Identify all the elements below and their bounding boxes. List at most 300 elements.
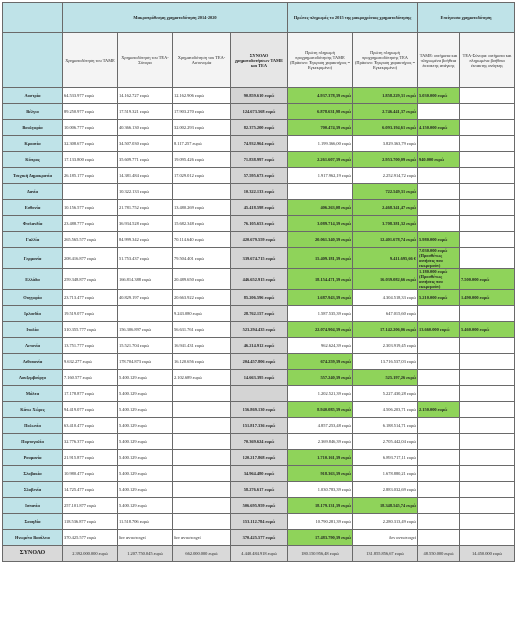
table-cell (231, 269, 288, 290)
table-cell (418, 306, 460, 322)
cell-value: 124.673.568 ευρώ (242, 109, 276, 114)
cell-value: 2.303.919,45 ευρώ (382, 343, 417, 348)
cell-value: 13.480.269 ευρώ (174, 205, 204, 210)
cell-value: 1.202.521,39 ευρώ (317, 391, 352, 396)
table-cell (118, 184, 173, 200)
table-cell (173, 498, 231, 514)
table-cell (63, 434, 118, 450)
table-cell (353, 184, 418, 200)
cell-value: 4.304.518,33 ευρώ (382, 295, 417, 300)
table-cell (63, 370, 118, 386)
cell-value: 3.089.714,39 ευρώ (317, 221, 352, 226)
country-name: Γερμανία (3, 248, 63, 269)
header-emergency-financing: Επείγουσα χρηματοδότηση (418, 3, 515, 33)
table-cell (173, 120, 231, 136)
cell-value: 1.199.366,00 ευρώ (317, 141, 352, 146)
table-cell (173, 168, 231, 184)
table-row (3, 418, 515, 434)
table-cell (118, 269, 173, 290)
table-cell (63, 216, 118, 232)
cell-value: 940.000 ευρώ (419, 157, 445, 162)
cell-value: 13.751.777 ευρώ (64, 343, 94, 348)
table-cell (418, 200, 460, 216)
cell-value: 76.105.653 ευρώ (243, 221, 275, 226)
table-cell (118, 232, 173, 248)
table-cell (288, 184, 353, 200)
total-cell: 662.000.000 ευρώ (173, 546, 231, 562)
table-cell (231, 482, 288, 498)
table-cell (231, 104, 288, 120)
country-name: Πολωνία (3, 418, 63, 434)
col-header: ΣΥΝΟΛΟ χρηματοδοτήσεων ΤΑΜΕ και ΤΕΑ (231, 33, 288, 88)
table-cell (63, 152, 118, 168)
table-cell (460, 466, 515, 482)
cell-value: 21.781.752 ευρώ (119, 205, 149, 210)
table-cell (118, 386, 173, 402)
total-cell: 180.150.956,48 ευρώ (288, 546, 353, 562)
cell-value: 5.400.129 ευρώ (119, 487, 147, 492)
cell-value: 2.883.032,69 ευρώ (382, 487, 417, 492)
cell-value: 1.587.535,39 ευρώ (317, 311, 352, 316)
table-cell (231, 402, 288, 418)
cell-value: 84.999.342 ευρώ (119, 237, 149, 242)
cell-value: 90.859.610 ευρώ (243, 93, 275, 98)
cell-value: 1.917.962,19 ευρώ (317, 173, 352, 178)
cell-value: 6.188.514,71 ευρώ (382, 423, 417, 428)
table-row (3, 104, 515, 120)
table-cell (418, 104, 460, 120)
table-cell (63, 290, 118, 306)
table-cell (231, 168, 288, 184)
cell-value: 10.322.133 ευρώ (119, 189, 149, 194)
table-cell (118, 402, 173, 418)
table-row (3, 120, 515, 136)
table-cell (173, 184, 231, 200)
table-cell (418, 482, 460, 498)
table-cell (288, 418, 353, 434)
cell-value: 120.217.868 ευρώ (242, 455, 276, 460)
cell-value: 6.878.631,98 ευρώ (317, 109, 352, 114)
cell-value: 1.858.229,31 ευρώ (382, 93, 417, 98)
table-cell (353, 248, 418, 269)
table-cell (460, 386, 515, 402)
table-cell (63, 120, 118, 136)
cell-value: 420.679.559 ευρώ (242, 237, 276, 242)
cell-value: 5.980.000 ευρώ (419, 237, 448, 242)
table-cell (118, 306, 173, 322)
cell-value: 204.457.806 ευρώ (242, 359, 276, 364)
cell-note: (Προσθέτως αιτήσεις που εκκρεμούν) (419, 253, 443, 268)
country-name: Φινλανδία (3, 216, 63, 232)
cell-value: 5.400.129 ευρώ (119, 503, 147, 508)
cell-value: 8.117.257 ευρώ (174, 141, 202, 146)
table-corner (3, 3, 63, 33)
table-cell (460, 152, 515, 168)
table-cell (353, 370, 418, 386)
table-cell (173, 290, 231, 306)
table-cell (418, 248, 460, 269)
table-cell (173, 482, 231, 498)
cell-value: δεν αντιστοιχεί (174, 535, 201, 540)
cell-value: 310.355.777 ευρώ (64, 327, 97, 332)
cell-value: 257.101.877 ευρώ (64, 503, 97, 508)
table-cell (460, 216, 515, 232)
country-name: Σλοβενία (3, 482, 63, 498)
table-cell (353, 136, 418, 152)
total-label: ΣΥΝΟΛΟ (3, 546, 63, 562)
table-cell (460, 482, 515, 498)
cell-value: 40.366.130 ευρώ (119, 125, 149, 130)
cell-value: 18.179.131,39 ευρώ (314, 503, 352, 508)
cell-value: 36.934.528 ευρώ (119, 221, 149, 226)
country-name: Τσεχική Δημοκρατία (3, 168, 63, 184)
cell-value: 17.519.321 ευρώ (119, 109, 149, 114)
cell-value: 1.180.000 ευρώ (419, 269, 448, 274)
table-cell (418, 338, 460, 354)
country-name: Ρουμανία (3, 450, 63, 466)
table-cell (418, 216, 460, 232)
cell-value: 5.400.129 ευρώ (119, 423, 147, 428)
table-cell (418, 232, 460, 248)
table-cell (418, 354, 460, 370)
table-cell (460, 434, 515, 450)
table-cell (418, 450, 460, 466)
table-cell (173, 216, 231, 232)
cell-value: 7.030.000 ευρώ (419, 248, 448, 253)
cell-value: 10.980.477 ευρώ (64, 471, 94, 476)
table-cell (460, 450, 515, 466)
table-cell (118, 434, 173, 450)
table-body (3, 88, 515, 562)
table-cell (353, 338, 418, 354)
table-cell (63, 418, 118, 434)
cell-value: 15.409.181,39 ευρώ (314, 255, 352, 261)
table-cell (288, 466, 353, 482)
table-cell (288, 450, 353, 466)
table-cell (118, 354, 173, 370)
country-name: Ηνωμένο Βασίλειο (3, 530, 63, 546)
table-cell (173, 136, 231, 152)
cell-value: 58.276.617 ευρώ (243, 487, 275, 492)
table-cell (288, 168, 353, 184)
cell-value: 19.519.077 ευρώ (64, 311, 94, 316)
col-header: Χρηματοδότηση του ΤΑΜΕ (63, 33, 118, 88)
table-cell (418, 290, 460, 306)
table-cell (288, 354, 353, 370)
table-row (3, 530, 515, 546)
col-header: Χρηματοδότηση του ΤΕΑ-Αστυνομία (173, 33, 231, 88)
table-row (3, 290, 515, 306)
table-cell (173, 269, 231, 290)
table-cell (118, 338, 173, 354)
cell-value: 178.704.873 ευρώ (119, 359, 152, 364)
cell-value: 2.280.313,49 ευρώ (382, 519, 417, 524)
table-cell (288, 120, 353, 136)
table-cell (231, 386, 288, 402)
table-cell (460, 290, 515, 306)
cell-value: 5.030.000 ευρώ (419, 93, 448, 98)
table-cell (118, 290, 173, 306)
table-cell (118, 530, 173, 546)
cell-value: 208.416.877 ευρώ (64, 255, 97, 261)
table-cell (173, 200, 231, 216)
table-cell (460, 104, 515, 120)
table-cell (418, 418, 460, 434)
table-cell (118, 322, 173, 338)
cell-value: 6.093.194,61 ευρώ (382, 125, 417, 130)
cell-value: 3.708.381,32 ευρώ (382, 221, 417, 226)
cell-value: 56.631.761 ευρώ (174, 327, 204, 332)
table-cell (418, 136, 460, 152)
total-cell: 48.550.000 ευρώ (418, 546, 460, 562)
table-cell (63, 530, 118, 546)
table-cell (173, 370, 231, 386)
cell-value: 4.937.378,39 ευρώ (317, 93, 352, 98)
table-cell (63, 248, 118, 269)
cell-value: 7.500.000 ευρώ (461, 276, 490, 282)
table-cell (118, 168, 173, 184)
table-cell (173, 322, 231, 338)
col-header: Χρηματοδότηση του ΤΕΑ-Σύνορα (118, 33, 173, 88)
table-cell (118, 498, 173, 514)
cell-value: 9.411.695,66 € (389, 255, 417, 261)
table-cell (231, 338, 288, 354)
table-cell (288, 370, 353, 386)
cell-value: 5.400.129 ευρώ (119, 391, 147, 396)
cell-value: 20.663.922 ευρώ (174, 295, 204, 300)
table-cell (353, 466, 418, 482)
table-cell (460, 514, 515, 530)
table-cell (63, 232, 118, 248)
country-name: Ελλάδα (3, 269, 63, 290)
table-cell (353, 402, 418, 418)
cell-value: 446.652.915 ευρώ (242, 276, 276, 282)
cell-value: 12.162.906 ευρώ (174, 93, 204, 98)
cell-value: 16.941.431 ευρώ (174, 343, 204, 348)
table-cell (353, 290, 418, 306)
cell-value: 32.308.677 ευρώ (64, 141, 94, 146)
cell-value: 1.490.000 ευρώ (461, 295, 490, 300)
table-cell (231, 248, 288, 269)
table-row (3, 338, 515, 354)
cell-value: 1.030.783,39 ευρώ (317, 487, 352, 492)
country-name: Μάλτα (3, 386, 63, 402)
country-name: Δανία (3, 184, 63, 200)
table-cell (353, 450, 418, 466)
cell-value: 89.250.977 ευρώ (64, 109, 94, 114)
cell-value: 8.940.085,39 ευρώ (317, 407, 352, 412)
cell-value: 153.112.784 ευρώ (242, 519, 276, 524)
cell-value: 23.713.477 ευρώ (64, 295, 94, 300)
cell-value: 12.401.678,74 ευρώ (379, 237, 417, 242)
table-cell (63, 269, 118, 290)
table-cell (353, 482, 418, 498)
table-cell (173, 402, 231, 418)
cell-value: 2.746.441,37 ευρώ (382, 109, 417, 114)
table-row (3, 248, 515, 269)
table-cell (288, 269, 353, 290)
table-cell (118, 152, 173, 168)
cell-value: 5.460.000 ευρώ (461, 327, 490, 332)
table-cell (460, 354, 515, 370)
cell-value: 79.504.401 ευρώ (174, 255, 204, 261)
table-cell (231, 152, 288, 168)
table-cell (353, 434, 418, 450)
table-cell (288, 402, 353, 418)
table-row (3, 232, 515, 248)
table-cell (231, 514, 288, 530)
table-cell (173, 418, 231, 434)
cell-value: 5.400.129 ευρώ (119, 455, 147, 460)
cell-value: 2.468.341,47 ευρώ (382, 205, 417, 210)
table-cell (418, 322, 460, 338)
table-cell (118, 88, 173, 104)
table-row (3, 306, 515, 322)
cell-note: (Προσθέτως αιτήσεις που εκκρεμούν) (419, 274, 443, 289)
country-name: Βουλγαρία (3, 120, 63, 136)
table-cell (231, 450, 288, 466)
table-cell (231, 120, 288, 136)
cell-value: 15.521.704 ευρώ (119, 343, 149, 348)
table-cell (231, 184, 288, 200)
table-cell (460, 168, 515, 184)
table-cell (460, 136, 515, 152)
table-cell (231, 354, 288, 370)
cell-value: 57.595.673 ευρώ (243, 173, 275, 178)
table-cell (418, 269, 460, 290)
cell-value: 370.425.577 ευρώ (64, 535, 97, 540)
cell-value: 28.762.157 ευρώ (243, 311, 275, 316)
table-cell (353, 306, 418, 322)
table-row (3, 136, 515, 152)
table-row (3, 482, 515, 498)
table-cell (288, 530, 353, 546)
table-cell (418, 434, 460, 450)
cell-value: 63.410.477 ευρώ (64, 423, 94, 428)
total-cell: 2.392.000.000 ευρώ (63, 546, 118, 562)
table-cell (418, 120, 460, 136)
cell-value: 20.061.340,39 ευρώ (314, 237, 352, 242)
table-row (3, 168, 515, 184)
cell-value: 5.400.129 ευρώ (119, 407, 147, 412)
country-name: Λουξεμβούργο (3, 370, 63, 386)
country-name: Σουηδία (3, 514, 63, 530)
cell-value: 370.425.577 ευρώ (242, 535, 276, 540)
cell-value: 156.306.897 ευρώ (119, 327, 152, 332)
table-cell (118, 248, 173, 269)
table-cell (173, 152, 231, 168)
table-row (3, 450, 515, 466)
table-cell (460, 530, 515, 546)
table-cell (460, 418, 515, 434)
cell-value: 13.660.000 ευρώ (419, 327, 450, 332)
cell-value: 523.294.435 ευρώ (242, 327, 276, 332)
table-cell (173, 386, 231, 402)
table-cell (353, 104, 418, 120)
table-cell (231, 232, 288, 248)
table-row (3, 322, 515, 338)
table-corner-sub (3, 33, 63, 88)
cell-value: δεν αντιστοιχεί (389, 535, 417, 540)
total-cell: 131.855.856,67 ευρώ (353, 546, 418, 562)
table-cell (418, 88, 460, 104)
total-cell: 1.207.750.045 ευρώ (118, 546, 173, 562)
cell-value: 11.518.706 ευρώ (119, 519, 149, 524)
table-cell (118, 370, 173, 386)
table-cell (288, 322, 353, 338)
cell-value: 10.156.577 ευρώ (64, 205, 94, 210)
table-cell (288, 306, 353, 322)
cell-value: 6.893.717,11 ευρώ (382, 455, 417, 460)
table-row (3, 498, 515, 514)
cell-value: 4.857.253,48 ευρώ (317, 423, 352, 428)
table-cell (353, 168, 418, 184)
table-cell (353, 120, 418, 136)
cell-value: 265.565.577 ευρώ (64, 237, 97, 242)
table-cell (288, 514, 353, 530)
cell-value: 1.678.880,21 ευρώ (382, 471, 417, 476)
table-row (3, 200, 515, 216)
cell-value: 17.133.800 ευρώ (64, 157, 94, 162)
table-cell (460, 338, 515, 354)
table-cell (118, 104, 173, 120)
cell-value: 406.263,08 ευρώ (320, 205, 352, 210)
table-cell (118, 216, 173, 232)
country-name: Κροατία (3, 136, 63, 152)
table-cell (231, 306, 288, 322)
cell-value: 40.829.197 ευρώ (119, 295, 149, 300)
table-cell (118, 482, 173, 498)
col-header: ΤΑΜΕ: αιτήματα και πληρωμένα βοήθεια έκτακτης ανάγκης (418, 33, 460, 88)
country-name: Βέλγιο (3, 104, 63, 120)
table-cell (173, 514, 231, 530)
table-cell (418, 514, 460, 530)
cell-value: 700.474,39 ευρώ (320, 125, 352, 130)
cell-value: 26.185.177 ευρώ (64, 173, 94, 178)
table-cell (288, 216, 353, 232)
cell-value: 46.214.912 ευρώ (243, 343, 275, 348)
table-cell (460, 402, 515, 418)
table-row (3, 386, 515, 402)
cell-value: 339.674.715 ευρώ (242, 255, 276, 261)
table-cell (231, 498, 288, 514)
table-cell (460, 120, 515, 136)
table-cell (63, 514, 118, 530)
cell-value: 9.632.277 ευρώ (64, 359, 92, 364)
cell-value: 32.776.377 ευρώ (64, 439, 94, 444)
table-cell (118, 514, 173, 530)
table-cell (460, 322, 515, 338)
table-cell (460, 88, 515, 104)
cell-value: 45.418.598 ευρώ (243, 205, 275, 210)
cell-value: 10.322.133 ευρώ (243, 189, 275, 194)
table-cell (231, 418, 288, 434)
cell-value: 14.162.727 ευρώ (119, 93, 149, 98)
cell-value: 918.363,39 ευρώ (320, 471, 352, 476)
cell-value: 64.533.977 ευρώ (64, 93, 94, 98)
table-cell (63, 168, 118, 184)
table-row (3, 269, 515, 290)
table-cell (418, 466, 460, 482)
table-cell (418, 498, 460, 514)
cell-value: 10.790.281,39 ευρώ (315, 519, 352, 524)
cell-value: 4.506.203,71 ευρώ (382, 407, 417, 412)
financing-table-sheet (2, 2, 514, 638)
cell-value: 7.160.577 ευρώ (64, 375, 92, 380)
cell-value: 962.624,39 ευρώ (321, 343, 352, 348)
cell-value: δεν αντιστοιχεί (119, 535, 146, 540)
table-cell (118, 418, 173, 434)
